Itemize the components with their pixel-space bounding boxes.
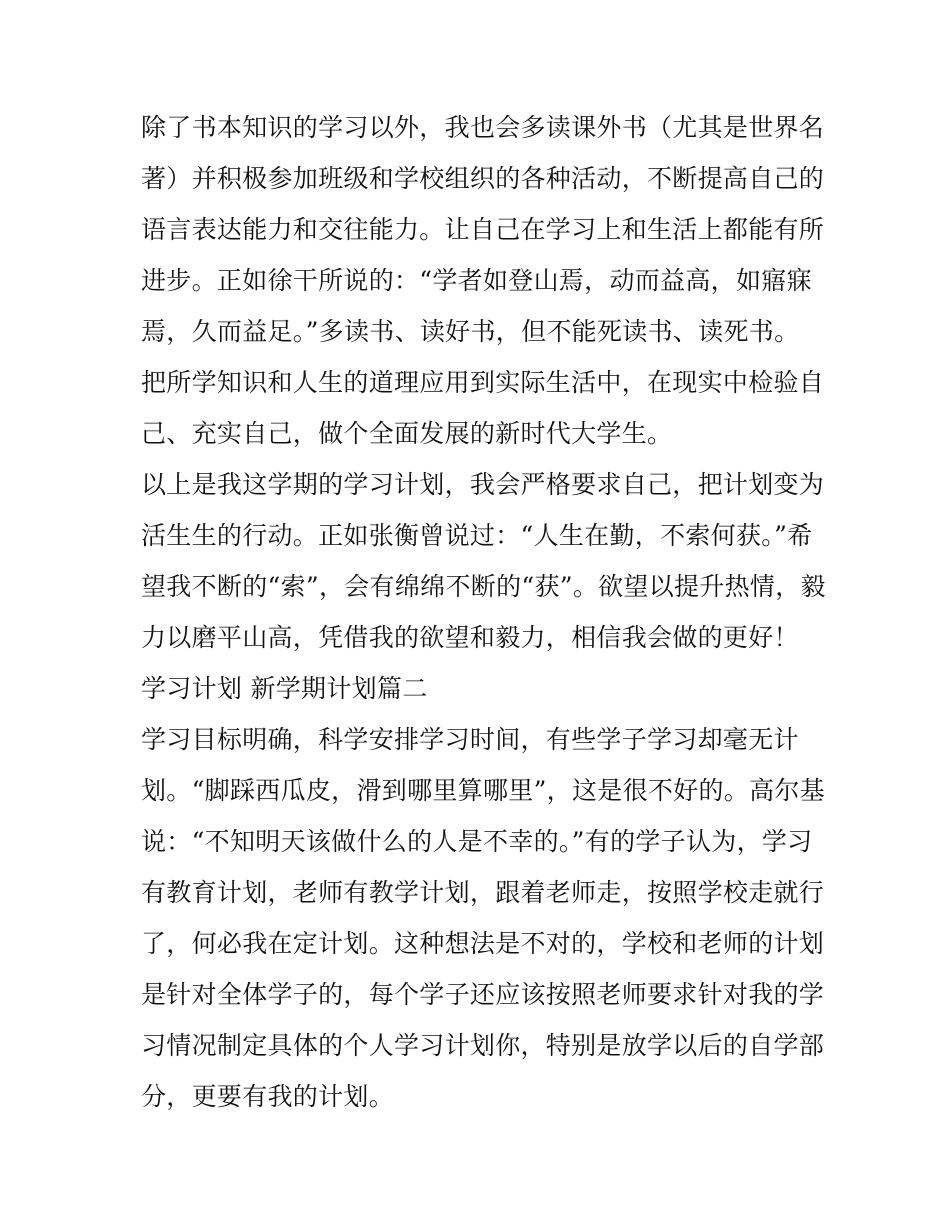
- text-line: 有教育计划，老师有教学计划，跟着老师走，按照学校走就行: [141, 878, 825, 907]
- text-line: 是针对全体学子的，每个学子还应该按照老师要求针对我的学: [141, 980, 825, 1009]
- text-line: 语言表达能力和交往能力。让自己在学习上和生活上都能有所: [141, 215, 825, 244]
- text-line: 活生生的行动。正如张衡曾说过：“人生在勤，不索何获。”希: [141, 521, 813, 550]
- text-line: 除了书本知识的学习以外，我也会多读课外书（尤其是世界名: [141, 113, 825, 142]
- text-line: 著）并积极参加班级和学校组织的各种活动，不断提高自己的: [141, 164, 825, 193]
- paragraph-2: [141, 459, 826, 663]
- text-line: 学习目标明确，科学安排学习时间，有些学子学习却毫无计: [141, 725, 799, 754]
- text-line: 焉，久而益足。”多读书、读好书，但不能死读书、读死书。: [141, 317, 800, 346]
- text-line: 分，更要有我的计划。: [141, 1082, 395, 1111]
- text-line: 习情况制定具体的个人学习计划你，特别是放学以后的自学部: [141, 1031, 825, 1060]
- text-line: 进步。正如徐干所说的：“学者如登山焉，动而益高，如寤寐: [141, 266, 812, 295]
- text-line: 把所学知识和人生的道理应用到实际生活中，在现实中检验自: [141, 368, 825, 397]
- text-line: 望我不断的“索”，会有绵绵不断的“获”。欲望以提升热情，毅: [141, 572, 826, 601]
- text-line: 了，何必我在定计划。这种想法是不对的，学校和老师的计划: [141, 929, 825, 958]
- text-line: 己、充实自己，做个全面发展的新时代大学生。: [141, 419, 673, 448]
- paragraph-3: [141, 714, 825, 1122]
- text-line: 说：“不知明天该做什么的人是不幸的。”有的学子认为，学习: [141, 827, 813, 856]
- document-body: [141, 102, 826, 1122]
- text-line: 以上是我这学期的学习计划，我会严格要求自己，把计划变为: [141, 470, 825, 499]
- paragraph-1: [141, 102, 825, 459]
- heading-text: 学习计划 新学期计划篇二: [141, 674, 428, 703]
- section-heading: [141, 663, 821, 714]
- text-line: 划。“脚踩西瓜皮，滑到哪里算哪里”，这是很不好的。高尔基: [141, 776, 825, 805]
- text-line: 力以磨平山高，凭借我的欲望和毅力，相信我会做的更好！: [141, 623, 799, 652]
